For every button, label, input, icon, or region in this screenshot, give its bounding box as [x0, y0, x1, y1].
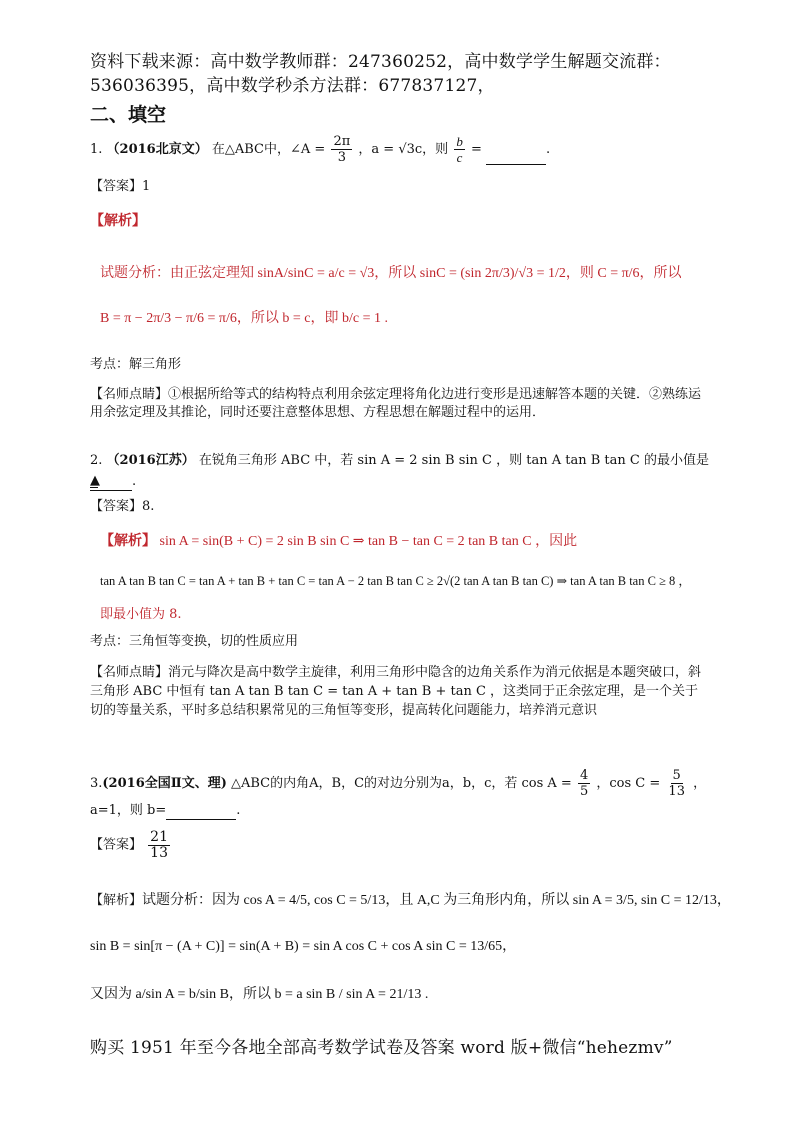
q3-answer-fraction	[148, 830, 170, 861]
q1-answer-blank	[486, 164, 546, 165]
q3-stem-line-2	[90, 802, 240, 820]
q3-stem-a: △ABC的内角A，B，C的对边分别为a，b，c，若 cos A =	[231, 776, 572, 791]
q1-answer	[90, 178, 150, 196]
q2-number: 2.	[90, 453, 103, 468]
q3-stem-b: ，cos C =	[596, 776, 661, 791]
q3-cosA-den: 5	[579, 784, 589, 799]
q3-source: (2016全国Ⅱ文、理)	[102, 776, 227, 791]
q3-cosA-num: 4	[579, 768, 589, 783]
q2-source: （2016江苏）	[106, 453, 195, 468]
q2-dianjing-text: 消元与降次是高中数学主旋律，利用三角形中隐含的边角关系作为消元依据是本题突破口，斜三角形 ABC 中恒有 tan A tan B tan C = tan A + tan B + tan C ，这类同于正余弦定理，是一个关于切的等量关系，平时多总结积累常见的三角恒等变形，提高转化问题能力，培养消元意识	[90, 665, 702, 718]
q3-cosC-fraction	[666, 768, 687, 799]
q2-analysis-line-2: tan A tan B tan C = tan A + tan B + tan C = tan A − 2 tan B tan C ≥ 2√(2 tan A tan B tan C) ⇒ tan A tan B tan C ≥ 8 ，	[100, 574, 691, 588]
q3-analysis-line-2: sin B = sin[π − (A + C)] = sin(A + B) = sin A cos C + cos A sin C = 13/65，	[90, 939, 517, 954]
q3-cosC-num: 5	[672, 768, 681, 783]
q1-ratio-den: c	[456, 150, 463, 165]
q1-stem-a: 在△ABC中，∠A =	[211, 142, 326, 157]
q3-analysis-line-3: 又因为 a/sin A = b/sin B，所以 b = a sin B / sin A = 21/13 .	[90, 987, 429, 1002]
q2-analysis-line-1-text: sin A = sin(B + C) = 2 sin B sin C ⇒ tan B − tan C = 2 tan B tan C ，因此	[159, 534, 578, 549]
q1-answer-label: 【答案】	[90, 179, 143, 194]
q2-answer-blank	[90, 472, 132, 491]
q3-answer-num: 21	[150, 829, 168, 845]
q2-answer	[90, 498, 154, 516]
q2-analysis-label: 【解析】	[100, 534, 156, 549]
q1-kaodian: 考点：解三角形	[90, 357, 182, 372]
header-line-2: 536036395，高中数学秒杀方法群：677837127，	[90, 76, 495, 96]
q2-analysis-line-1	[100, 533, 720, 551]
q1-angle-num: 2π	[333, 134, 351, 149]
q1-stem-c: =	[470, 142, 482, 157]
q3-period: .	[236, 803, 241, 818]
q2-dianjing	[90, 663, 710, 720]
q3-analysis-line-1-text: 试题分析：因为 cos A = 4/5, cos C = 5/13，且 A,C 为三角形内角，所以 sin A = 3/5, sin C = 12/13，	[142, 893, 731, 908]
q1-analysis-line-2: B = π − 2π/3 − π/6 = π/6，所以 b = c，即 b/c = 1 .	[100, 311, 388, 326]
q3-number: 3.	[90, 776, 103, 791]
q1-dianjing-label: 【名师点睛】	[90, 387, 169, 402]
q2-marker: ▲	[90, 473, 100, 488]
q2-dianjing-label: 【名师点睛】	[90, 665, 169, 680]
q1-angle-den: 3	[337, 150, 346, 165]
q3-stem-line-2-text: a=1，则 b=	[90, 803, 167, 818]
q1-period: .	[546, 142, 551, 157]
q1-ratio-fraction	[454, 134, 465, 165]
q1-analysis-label: 【解析】	[90, 213, 146, 229]
q1-ratio-num: b	[456, 134, 463, 149]
q3-answer-den: 13	[150, 845, 168, 861]
q3-analysis-line-1	[90, 892, 750, 910]
q1-stem-b: ，a = √3c，则	[358, 142, 449, 157]
q3-cosA-fraction	[578, 768, 590, 799]
q2-blank-line: ▲ .	[90, 473, 137, 489]
q3-analysis-label: 【解析】	[90, 893, 143, 908]
q1-analysis-line-1: 试题分析：由正弦定理知 sinA/sinC = a/c = √3，所以 sinC = (sin 2π/3)/√3 = 1/2，则 C = π/6，所以	[100, 266, 682, 281]
q1-angle-fraction	[331, 134, 352, 165]
q2-kaodian: 考点：三角恒等变换，切的性质应用	[90, 634, 299, 649]
header-line-1: 资料下载来源：高中数学教师群：247360252，高中数学学生解题交流群：	[90, 52, 671, 72]
q1-number: 1.	[90, 142, 103, 157]
q3-stem-c: ，	[693, 776, 707, 791]
q3-stem	[90, 768, 730, 799]
q1-dianjing-text: ①根据所给等式的结构特点利用余弦定理将角化边进行变形是迅速解答本题的关键．②熟练运用余弦定理及其推论，同时还要注意整体思想、方程思想在解题过程中的运用．	[90, 387, 702, 420]
q3-answer-blank	[166, 819, 236, 820]
section-title: 二、填空	[90, 104, 167, 126]
q3-answer-label: 【答案】	[90, 837, 143, 853]
q2-analysis-line-3: 即最小值为 8.	[100, 607, 182, 622]
q1-source: （2016北京文）	[106, 142, 208, 157]
q3-cosC-den: 13	[668, 784, 685, 799]
q2-stem-text: 在锐角三角形 ABC 中，若 sin A = 2 sin B sin C ，则 tan A tan B tan C 的最小值是	[198, 453, 709, 468]
q2-answer-value: 8.	[142, 499, 155, 514]
q1-stem	[90, 134, 730, 165]
q3-answer	[90, 830, 172, 861]
q2-stem	[90, 452, 710, 488]
q2-answer-label: 【答案】	[90, 499, 143, 514]
footer-text: 购买 1951 年至今各地全部高考数学试卷及答案 word 版+微信“hehezmv”	[90, 1038, 673, 1058]
q1-answer-value: 1	[142, 179, 151, 194]
q1-dianjing	[90, 386, 710, 422]
